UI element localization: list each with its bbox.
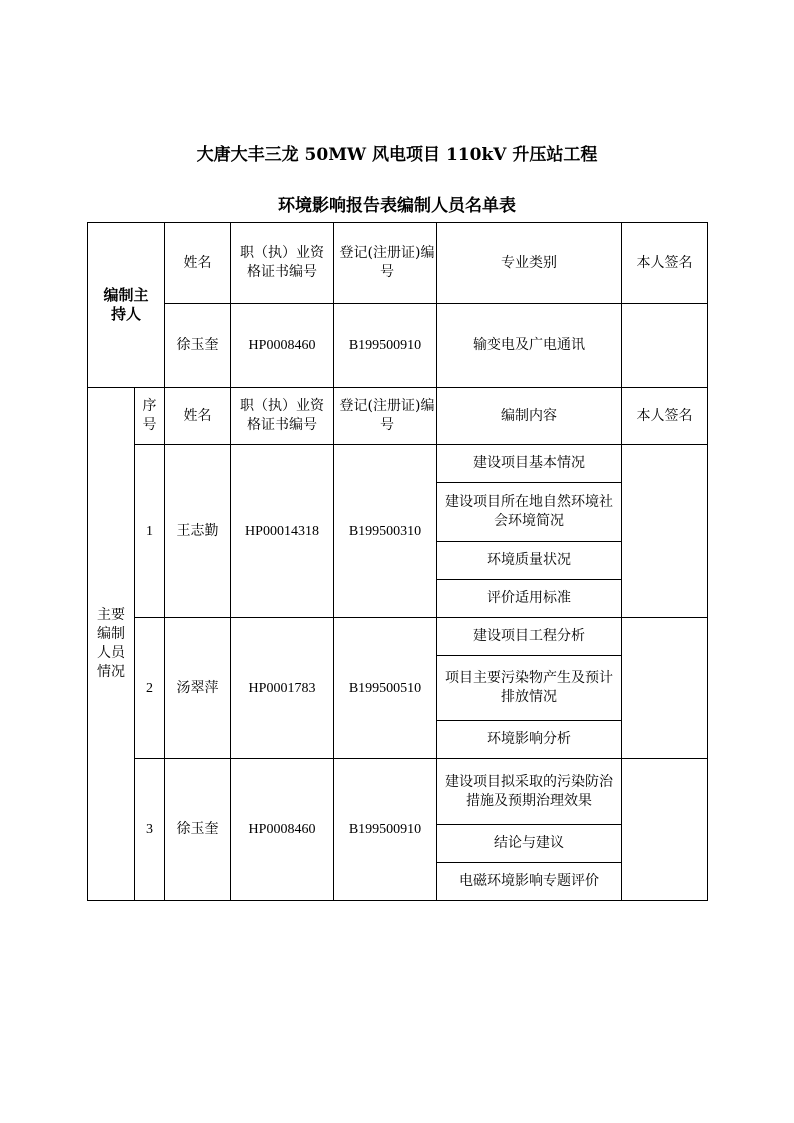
staff-header-seq: 序号 <box>135 388 165 445</box>
row-signature <box>622 618 708 759</box>
row-seq: 2 <box>135 618 165 759</box>
row-content-item: 建设项目所在地自然环境社会环境简况 <box>437 483 622 542</box>
row-signature <box>622 445 708 618</box>
row-cert: HP0001783 <box>231 618 334 759</box>
row-content-item: 项目主要污染物产生及预计排放情况 <box>437 656 622 721</box>
row-content-item: 电磁环境影响专题评价 <box>437 863 622 901</box>
document-title: 大唐大丰三龙 50MW 风电项目 110kV 升压站工程 <box>196 145 598 165</box>
row-reg: B199500510 <box>334 618 437 759</box>
row-content-item: 结论与建议 <box>437 825 622 863</box>
host-reg: B199500910 <box>334 304 437 388</box>
staff-section-label: 主要编制人员情况 <box>88 388 135 901</box>
document-subtitle: 环境影响报告表编制人员名单表 <box>278 196 516 216</box>
row-signature <box>622 759 708 901</box>
row-cert: HP00014318 <box>231 445 334 618</box>
host-header-major: 专业类别 <box>437 223 622 304</box>
row-reg: B199500310 <box>334 445 437 618</box>
staff-header-name: 姓名 <box>165 388 231 445</box>
staff-header-cert: 职（执）业资格证书编号 <box>231 388 334 445</box>
row-name: 汤翠萍 <box>165 618 231 759</box>
host-cert: HP0008460 <box>231 304 334 388</box>
row-seq: 3 <box>135 759 165 901</box>
host-signature <box>622 304 708 388</box>
row-content-item: 建设项目工程分析 <box>437 618 622 656</box>
staff-header-sign: 本人签名 <box>622 388 708 445</box>
host-header-sign: 本人签名 <box>622 223 708 304</box>
row-content-item: 环境质量状况 <box>437 542 622 580</box>
host-header-cert: 职（执）业资格证书编号 <box>231 223 334 304</box>
host-header-reg: 登记(注册证)编号 <box>334 223 437 304</box>
row-content-item: 环境影响分析 <box>437 721 622 759</box>
row-name: 王志勤 <box>165 445 231 618</box>
row-content-item: 评价适用标准 <box>437 580 622 618</box>
row-reg: B199500910 <box>334 759 437 901</box>
host-name: 徐玉奎 <box>165 304 231 388</box>
host-section-label: 编制主持人 <box>88 223 165 388</box>
staff-header-content: 编制内容 <box>437 388 622 445</box>
row-seq: 1 <box>135 445 165 618</box>
row-name: 徐玉奎 <box>165 759 231 901</box>
host-major: 输变电及广电通讯 <box>437 304 622 388</box>
host-header-name: 姓名 <box>165 223 231 304</box>
staff-table <box>87 222 708 901</box>
staff-header-reg: 登记(注册证)编号 <box>334 388 437 445</box>
row-cert: HP0008460 <box>231 759 334 901</box>
row-content-item: 建设项目基本情况 <box>437 445 622 483</box>
row-content-item: 建设项目拟采取的污染防治措施及预期治理效果 <box>437 759 622 825</box>
